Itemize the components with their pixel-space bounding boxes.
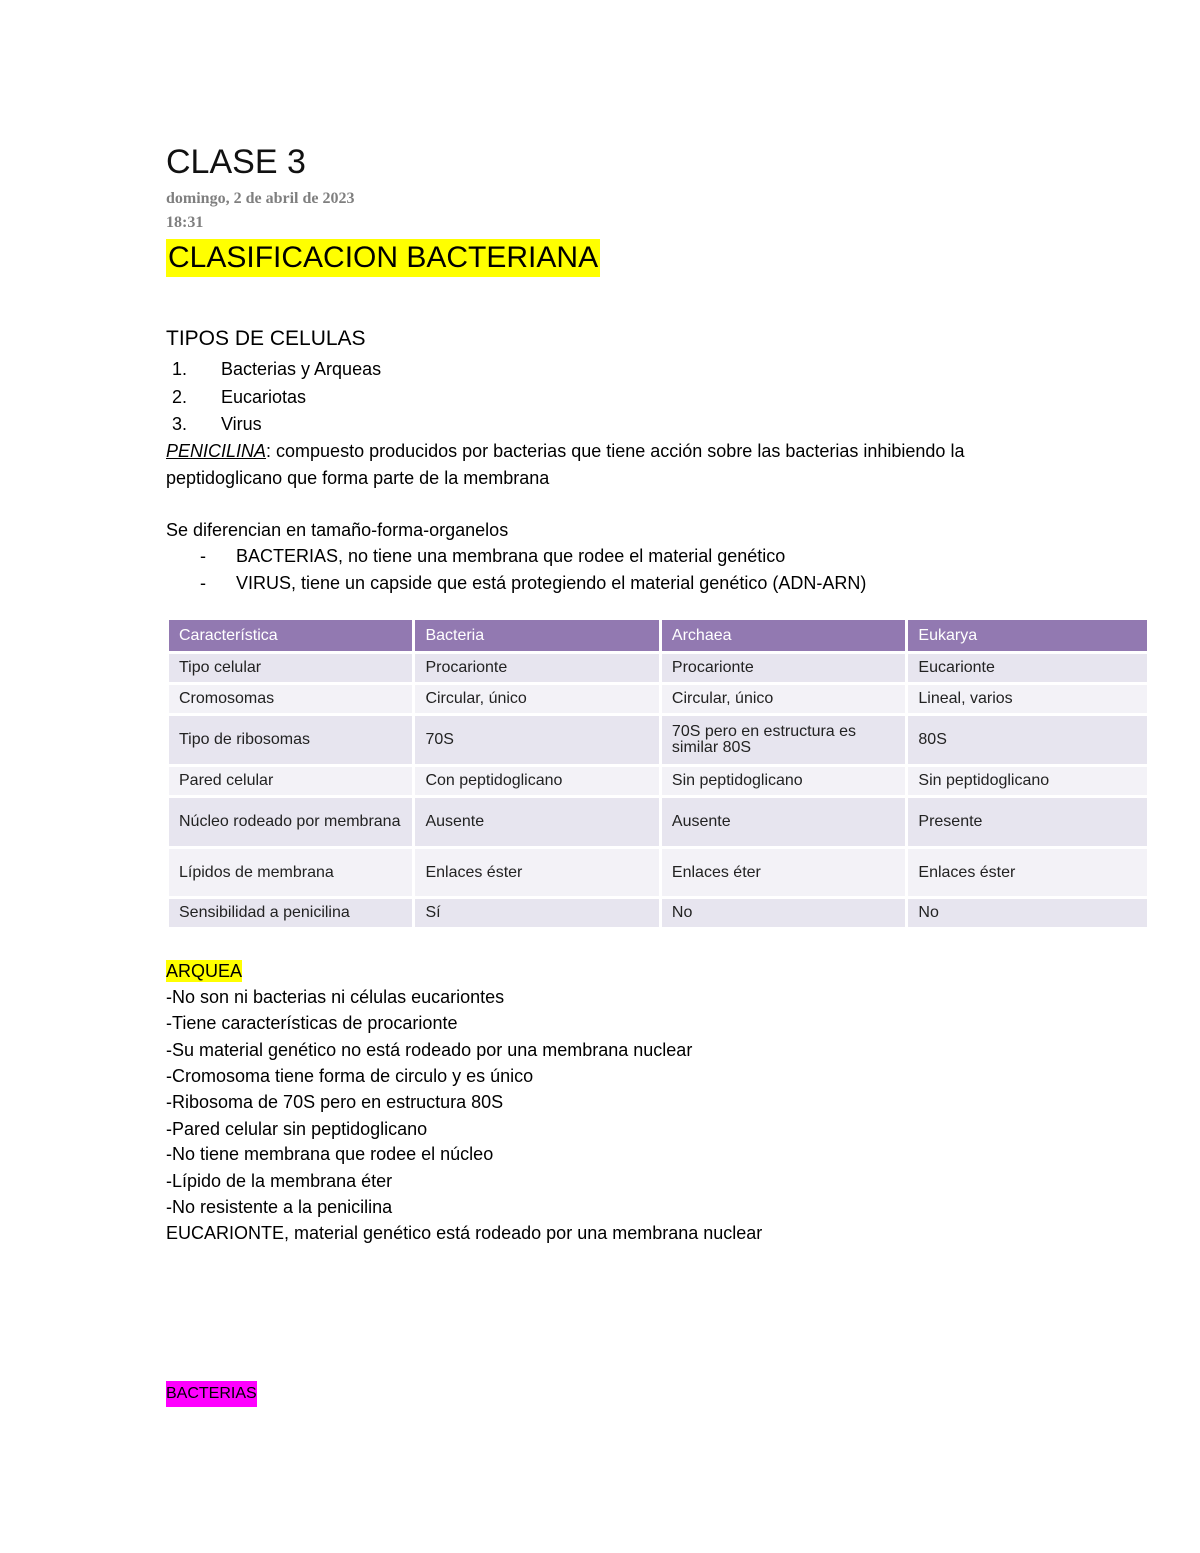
- bullet-item: VIRUS, tiene un capside que está protegiendo el material genético (ADN-ARN): [236, 573, 867, 593]
- page-title: CLASE 3: [166, 143, 306, 181]
- table-cell: Sensibilidad a penicilina: [169, 899, 415, 930]
- table-cell: Circular, único: [415, 685, 661, 716]
- column-header: Eukarya: [908, 620, 1150, 654]
- list-number: 3.: [172, 414, 188, 434]
- differences-intro: Se diferencian en tamaño-forma-organelos: [166, 520, 509, 540]
- table-row: [169, 716, 1150, 767]
- list-number: 1.: [172, 359, 188, 379]
- table-cell: Presente: [908, 798, 1150, 849]
- table-cell: Circular, único: [662, 685, 908, 716]
- penicilina-text-line2: peptidoglicano que forma parte de la membrana: [166, 468, 550, 488]
- table-cell: Eucarionte: [908, 654, 1150, 685]
- table-row: [169, 654, 1150, 685]
- arquea-line: -No resistente a la penicilina: [166, 1197, 393, 1217]
- table-cell: No: [662, 899, 908, 930]
- column-header: Característica: [169, 620, 415, 654]
- table-cell: Enlaces éster: [908, 849, 1150, 899]
- table-cell: Enlaces éter: [662, 849, 908, 899]
- penicilina-text: : compuesto producidos por bacterias que tiene acción sobre las bacterias inhibiendo la: [266, 441, 965, 461]
- table-cell: Ausente: [415, 798, 661, 849]
- table-row: [169, 849, 1150, 899]
- table-row: [169, 798, 1150, 849]
- column-header: Archaea: [662, 620, 908, 654]
- arquea-line: -Su material genético no está rodeado por una membrana nuclear: [166, 1040, 693, 1060]
- comparison-table: [169, 620, 1150, 930]
- table-row: [169, 899, 1150, 930]
- table-cell: Con peptidoglicano: [415, 767, 661, 798]
- list-number: 2.: [172, 387, 188, 407]
- table-cell: Tipo celular: [169, 654, 415, 685]
- note-time: 18:31: [166, 214, 204, 231]
- table-cell: Sin peptidoglicano: [908, 767, 1150, 798]
- column-header: Bacteria: [415, 620, 661, 654]
- cell-types-heading: TIPOS DE CELULAS: [166, 327, 366, 350]
- penicilina-definition: [166, 440, 964, 462]
- table-cell: Ausente: [662, 798, 908, 849]
- arquea-line: -No tiene membrana que rodee el núcleo: [166, 1144, 494, 1164]
- table-cell: Enlaces éster: [415, 849, 661, 899]
- table-row: [169, 685, 1150, 716]
- table-header-row: [169, 620, 1150, 654]
- table-cell: Sí: [415, 899, 661, 930]
- table-cell: 70S: [415, 716, 661, 767]
- main-heading: CLASIFICACION BACTERIANA: [166, 239, 600, 277]
- eucarionte-line: EUCARIONTE, material genético está rodeado por una membrana nuclear: [166, 1223, 763, 1243]
- list-item: Bacterias y Arqueas: [221, 359, 382, 379]
- table-cell: Tipo de ribosomas: [169, 716, 415, 767]
- table-cell: No: [908, 899, 1150, 930]
- table-cell: 70S pero en estructura es similar 80S: [662, 716, 908, 767]
- bullet-dash: -: [200, 573, 206, 593]
- arquea-line: -Lípido de la membrana éter: [166, 1171, 393, 1191]
- list-item: Virus: [221, 414, 262, 434]
- table-cell: Cromosomas: [169, 685, 415, 716]
- note-date: domingo, 2 de abril de 2023: [166, 190, 355, 207]
- table-cell: Lípidos de membrana: [169, 849, 415, 899]
- table-cell: Sin peptidoglicano: [662, 767, 908, 798]
- arquea-heading: ARQUEA: [166, 961, 243, 981]
- arquea-line: -Pared celular sin peptidoglicano: [166, 1119, 428, 1139]
- bullet-dash: -: [200, 546, 206, 566]
- list-item: Eucariotas: [221, 387, 307, 407]
- arquea-line: -No son ni bacterias ni células eucariontes: [166, 987, 505, 1007]
- arquea-line: -Tiene características de procarionte: [166, 1013, 458, 1033]
- arquea-line: -Ribosoma de 70S pero en estructura 80S: [166, 1092, 504, 1112]
- table-cell: Procarionte: [415, 654, 661, 685]
- table-row: [169, 767, 1150, 798]
- table-cell: Núcleo rodeado por membrana: [169, 798, 415, 849]
- penicilina-term: PENICILINA: [166, 441, 267, 461]
- bacterias-heading: BACTERIAS: [166, 1381, 257, 1407]
- table-cell: Pared celular: [169, 767, 415, 798]
- arquea-line: -Cromosoma tiene forma de circulo y es único: [166, 1066, 534, 1086]
- table-cell: 80S: [908, 716, 1150, 767]
- table-cell: Lineal, varios: [908, 685, 1150, 716]
- table-cell: Procarionte: [662, 654, 908, 685]
- bullet-item: BACTERIAS, no tiene una membrana que rodee el material genético: [236, 546, 786, 566]
